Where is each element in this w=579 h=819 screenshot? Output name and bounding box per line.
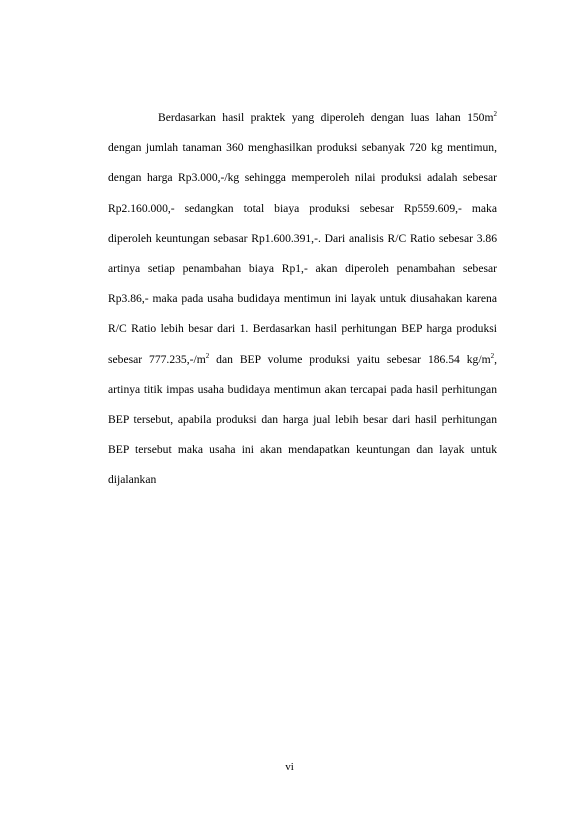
line-2-text: dengan jumlah tanaman 360 menghasilkan produksi sebanyak 720 kg mentimun,: [108, 141, 497, 155]
body-paragraph: [108, 103, 497, 495]
paragraph-line-2: [108, 133, 497, 163]
paragraph-line-11: [108, 405, 497, 435]
paragraph-line-12: [108, 435, 497, 465]
line-8-text: R/C Ratio lebih besar dari 1. Berdasarkan hasil perhitungan BEP harga produksi: [108, 322, 497, 336]
line-9-text-c: ,: [494, 352, 497, 366]
paragraph-line-10: [108, 375, 497, 405]
paragraph-line-1: [108, 103, 497, 133]
superscript-squared: 2: [205, 351, 210, 360]
line-12-text: BEP tersebut maka usaha ini akan mendapatkan keuntungan dan layak untuk: [108, 443, 497, 457]
paragraph-line-3: [108, 163, 497, 193]
line-9-text-a: sebesar 777.235,-/m: [108, 352, 206, 366]
paragraph-line-6: [108, 254, 497, 284]
paragraph-line-8: [108, 314, 497, 344]
line-4-text: Rp2.160.000,- sedangkan total biaya produksi sebesar Rp559.609,- maka: [108, 201, 497, 215]
paragraph-line-5: [108, 224, 497, 254]
paragraph-line-9: [108, 345, 497, 375]
line-9-text-b: dan BEP volume produksi yaitu sebesar 186.54 kg/m: [209, 352, 491, 366]
page-number: vi: [285, 761, 294, 773]
line-7-text: Rp3.86,- maka pada usaha budidaya mentimun ini layak untuk diusahakan karena: [108, 292, 497, 306]
line-10-text: artinya titik impas usaha budidaya mentimun akan tercapai pada hasil perhitungan: [108, 382, 497, 396]
line-3-text: dengan harga Rp3.000,-/kg sehingga memperoleh nilai produksi adalah sebesar: [108, 171, 497, 185]
paragraph-line-13: [108, 465, 497, 495]
line-1-text: Berdasarkan hasil praktek yang diperoleh dengan luas lahan 150m: [158, 111, 494, 124]
superscript-squared: 2: [490, 351, 495, 360]
line-11-text: BEP tersebut, apabila produksi dan harga jual lebih besar dari hasil perhitungan: [108, 412, 497, 426]
paragraph-line-7: [108, 284, 497, 314]
superscript-squared: 2: [493, 110, 497, 118]
line-5-text: diperoleh keuntungan sebasar Rp1.600.391,-. Dari analisis R/C Ratio sebesar 3.86: [108, 231, 497, 245]
line-13-text: dijalankan: [108, 473, 157, 487]
line-6-text: artinya setiap penambahan biaya Rp1,- akan diperoleh penambahan sebesar: [108, 261, 497, 275]
paragraph-line-4: [108, 194, 497, 224]
